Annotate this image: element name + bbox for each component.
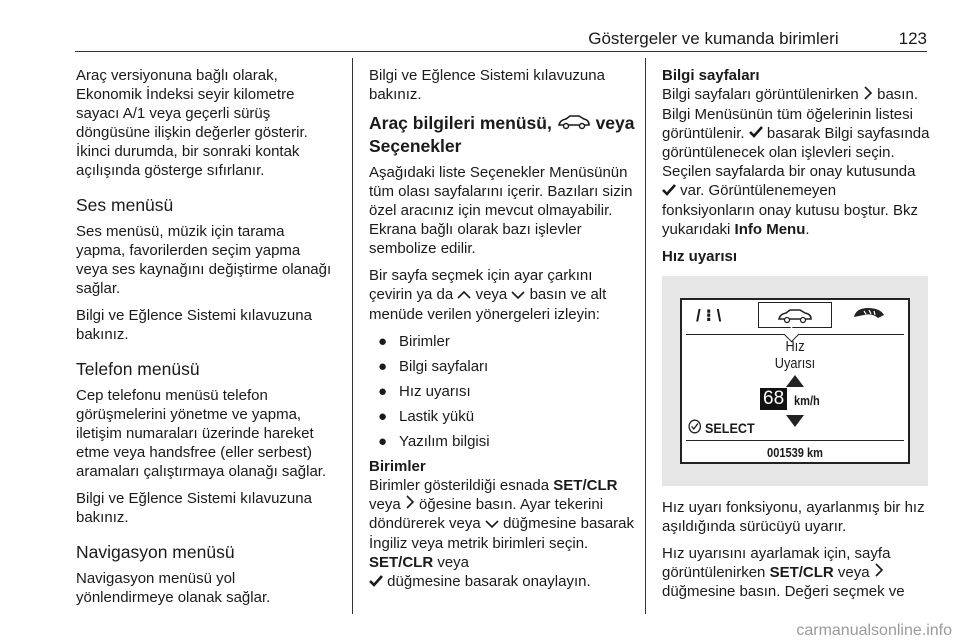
section-title-telefon: Telefon menüsü <box>76 359 200 379</box>
set-clr-label: SET/CLR <box>769 563 834 581</box>
navigasyon-paragraph: Navigasyon menüsü yol yönlendirmeye olanak sağlar. <box>76 570 271 606</box>
chevron-down-icon <box>485 515 499 534</box>
subsection-title-birimler: Birimler <box>369 457 426 475</box>
telefon-paragraph-1: Cep telefonu menüsü telefon görüşmelerini yönetme ve yapma, iletişim numaraları üzerinde hareket etme veya handsfree (eller serbest) aramaları çalıştırmaya olanağı sağlar. <box>76 387 327 480</box>
page-number: 123 <box>898 29 927 48</box>
ses-paragraph-2: Bilgi ve Eğlence Sistemi kılavuzuna bakınız. <box>76 307 312 343</box>
list-item-label: Yazılım bilgisi <box>399 432 490 450</box>
watermark: carmanualsonline.info <box>796 622 952 639</box>
car-icon <box>557 113 591 135</box>
text-part: Bilgi sayfaları görüntülenirken <box>662 86 859 103</box>
title-part: veya <box>595 113 635 133</box>
column-divider <box>352 58 353 614</box>
hiz-paragraph-2 <box>662 544 930 602</box>
check-icon <box>662 182 676 201</box>
hiz-paragraph-1: Hız uyarı fonksiyonu, ayarlanmış bir hız aşıldığında sürücüyü uyarır. <box>662 498 925 535</box>
text-part: düğmesine basarak İngiliz veya metrik birimleri seçin. <box>369 515 635 552</box>
speed-value: 68 <box>760 388 787 410</box>
text-part: düğmesine basın. Değeri seçmek ve <box>662 583 905 601</box>
birimler-paragraph <box>369 476 637 592</box>
list-item <box>369 382 637 401</box>
text-part: basarak Bilgi sayfasında görüntülenecek olan işlevleri seçin. Seçilen sayfalarda bir onay kutusunda <box>662 124 930 181</box>
info-menu-label: Info Menu <box>734 220 806 238</box>
text-part: basın. Bilgi Menüsünün tüm öğelerinin listesi görüntülenir. <box>662 86 918 142</box>
lcd-display <box>680 298 910 464</box>
speed-unit: km/h <box>794 392 820 408</box>
list-item-label: Lastik yükü <box>399 407 475 425</box>
list-item <box>369 332 637 351</box>
chevron-up-icon <box>457 286 471 305</box>
text-part: var. Görüntülenemeyen fonksiyonların onay kutusu boştur. Bkz yukarıdaki <box>662 182 918 238</box>
text-part: veya <box>437 553 470 571</box>
chevron-right-icon <box>405 495 415 514</box>
check-icon <box>369 573 383 592</box>
intro-paragraph: Bilgi ve Eğlence Sistemi kılavuzuna bakınız. <box>369 67 605 103</box>
chevron-down-icon <box>511 286 525 305</box>
text-part: düğmesine basarak onaylayın. <box>387 572 591 590</box>
check-icon <box>749 124 763 143</box>
bullet: ● <box>378 332 388 350</box>
section-title-arac-bilgileri <box>369 112 637 157</box>
speed-warning-display-figure <box>662 276 928 486</box>
text-part: Hız uyarısını ayarlamak için, sayfa görüntülenirken <box>662 544 891 581</box>
display-divider <box>686 440 904 441</box>
column-right <box>662 66 930 609</box>
text-part: veya <box>369 495 401 513</box>
select-check-icon <box>688 419 702 439</box>
page-header-title: Göstergeler ve kumanda birimleri <box>588 29 839 48</box>
bullet: ● <box>378 382 388 400</box>
page-header <box>75 27 927 52</box>
text-part: . <box>805 220 810 238</box>
list-item-label: Hız uyarısı <box>399 382 471 400</box>
text-part: veya <box>475 286 508 304</box>
bullet: ● <box>378 357 388 375</box>
car-tab-selected <box>758 302 832 328</box>
text-part: basın ve alt menüde verilen yönergeleri izleyin: <box>369 286 607 323</box>
bilgi-paragraph <box>662 85 930 239</box>
subsection-title-hiz-uyarisi: Hız uyarısı <box>662 247 738 265</box>
list-item-label: Bilgi sayfaları <box>399 357 489 375</box>
options-list <box>369 332 637 451</box>
telefon-paragraph-2: Bilgi ve Eğlence Sistemi kılavuzuna bakınız. <box>76 490 312 526</box>
car-icon <box>759 303 831 327</box>
column-left <box>76 66 334 615</box>
list-item <box>369 357 637 376</box>
list-item <box>369 407 637 426</box>
odometer: 001539 km <box>767 444 823 460</box>
column-middle <box>369 66 637 600</box>
menu-label-line: Hız <box>785 337 805 355</box>
list-item <box>369 432 637 451</box>
text-part: Birimler gösterildiği esnada <box>369 476 550 494</box>
set-clr-label: SET/CLR <box>369 553 434 571</box>
section-title-navigasyon: Navigasyon menüsü <box>76 542 235 562</box>
select-label: SELECT <box>705 419 755 436</box>
bullet: ● <box>378 432 388 450</box>
triangle-down-icon <box>786 413 804 432</box>
bullet: ● <box>378 407 388 425</box>
section-title-ses: Ses menüsü <box>76 195 174 215</box>
ses-paragraph-1: Ses menüsü, müzik için tarama yapma, favorilerden seçim yapma veya ses kaynağını değiştirme olanağı sağlar. <box>76 223 332 297</box>
text-part: veya <box>837 563 870 581</box>
intro-paragraph: Araç versiyonuna bağlı olarak, Ekonomik İndeksi seyir kilometre sayacı A/1 veya geçerli sürüş döngüsüne ilişkin değerler gösterir. İkinci durumda, bir sonraki kontak açılışında gösterge sıfırlanır. <box>76 67 308 179</box>
list-item-label: Birimler <box>399 332 450 350</box>
menu-label <box>699 338 891 372</box>
text-part: Bir sayfa seçmek için ayar çarkını çevirin ya da <box>369 267 593 304</box>
chevron-right-icon <box>863 86 873 105</box>
tyre-icon <box>852 305 886 326</box>
title-part: Seçenekler <box>369 136 462 157</box>
text-part: öğesine basın. Ayar tekerini döndürerek veya <box>369 495 604 533</box>
select-row <box>688 419 755 439</box>
subsection-title-bilgi-sayfalari: Bilgi sayfaları <box>662 67 760 84</box>
select-page-paragraph <box>369 266 637 324</box>
column-divider <box>645 58 646 614</box>
menu-label-line: Uyarısı <box>774 354 816 372</box>
options-paragraph: Aşağıdaki liste Seçenekler Menüsünün tüm olası sayfalarını içerir. Bazıları sizin özel aracınız için mevcut olmayabilir. Ekrana bağlı olarak bazı işlevler sembolize edilir. <box>369 164 633 258</box>
set-clr-label: SET/CLR <box>553 476 618 494</box>
chevron-right-icon <box>874 563 884 582</box>
title-part: Araç bilgileri menüsü, <box>369 113 552 133</box>
road-icon: / ⁝ \ <box>696 305 722 325</box>
triangle-up-icon <box>786 373 804 392</box>
